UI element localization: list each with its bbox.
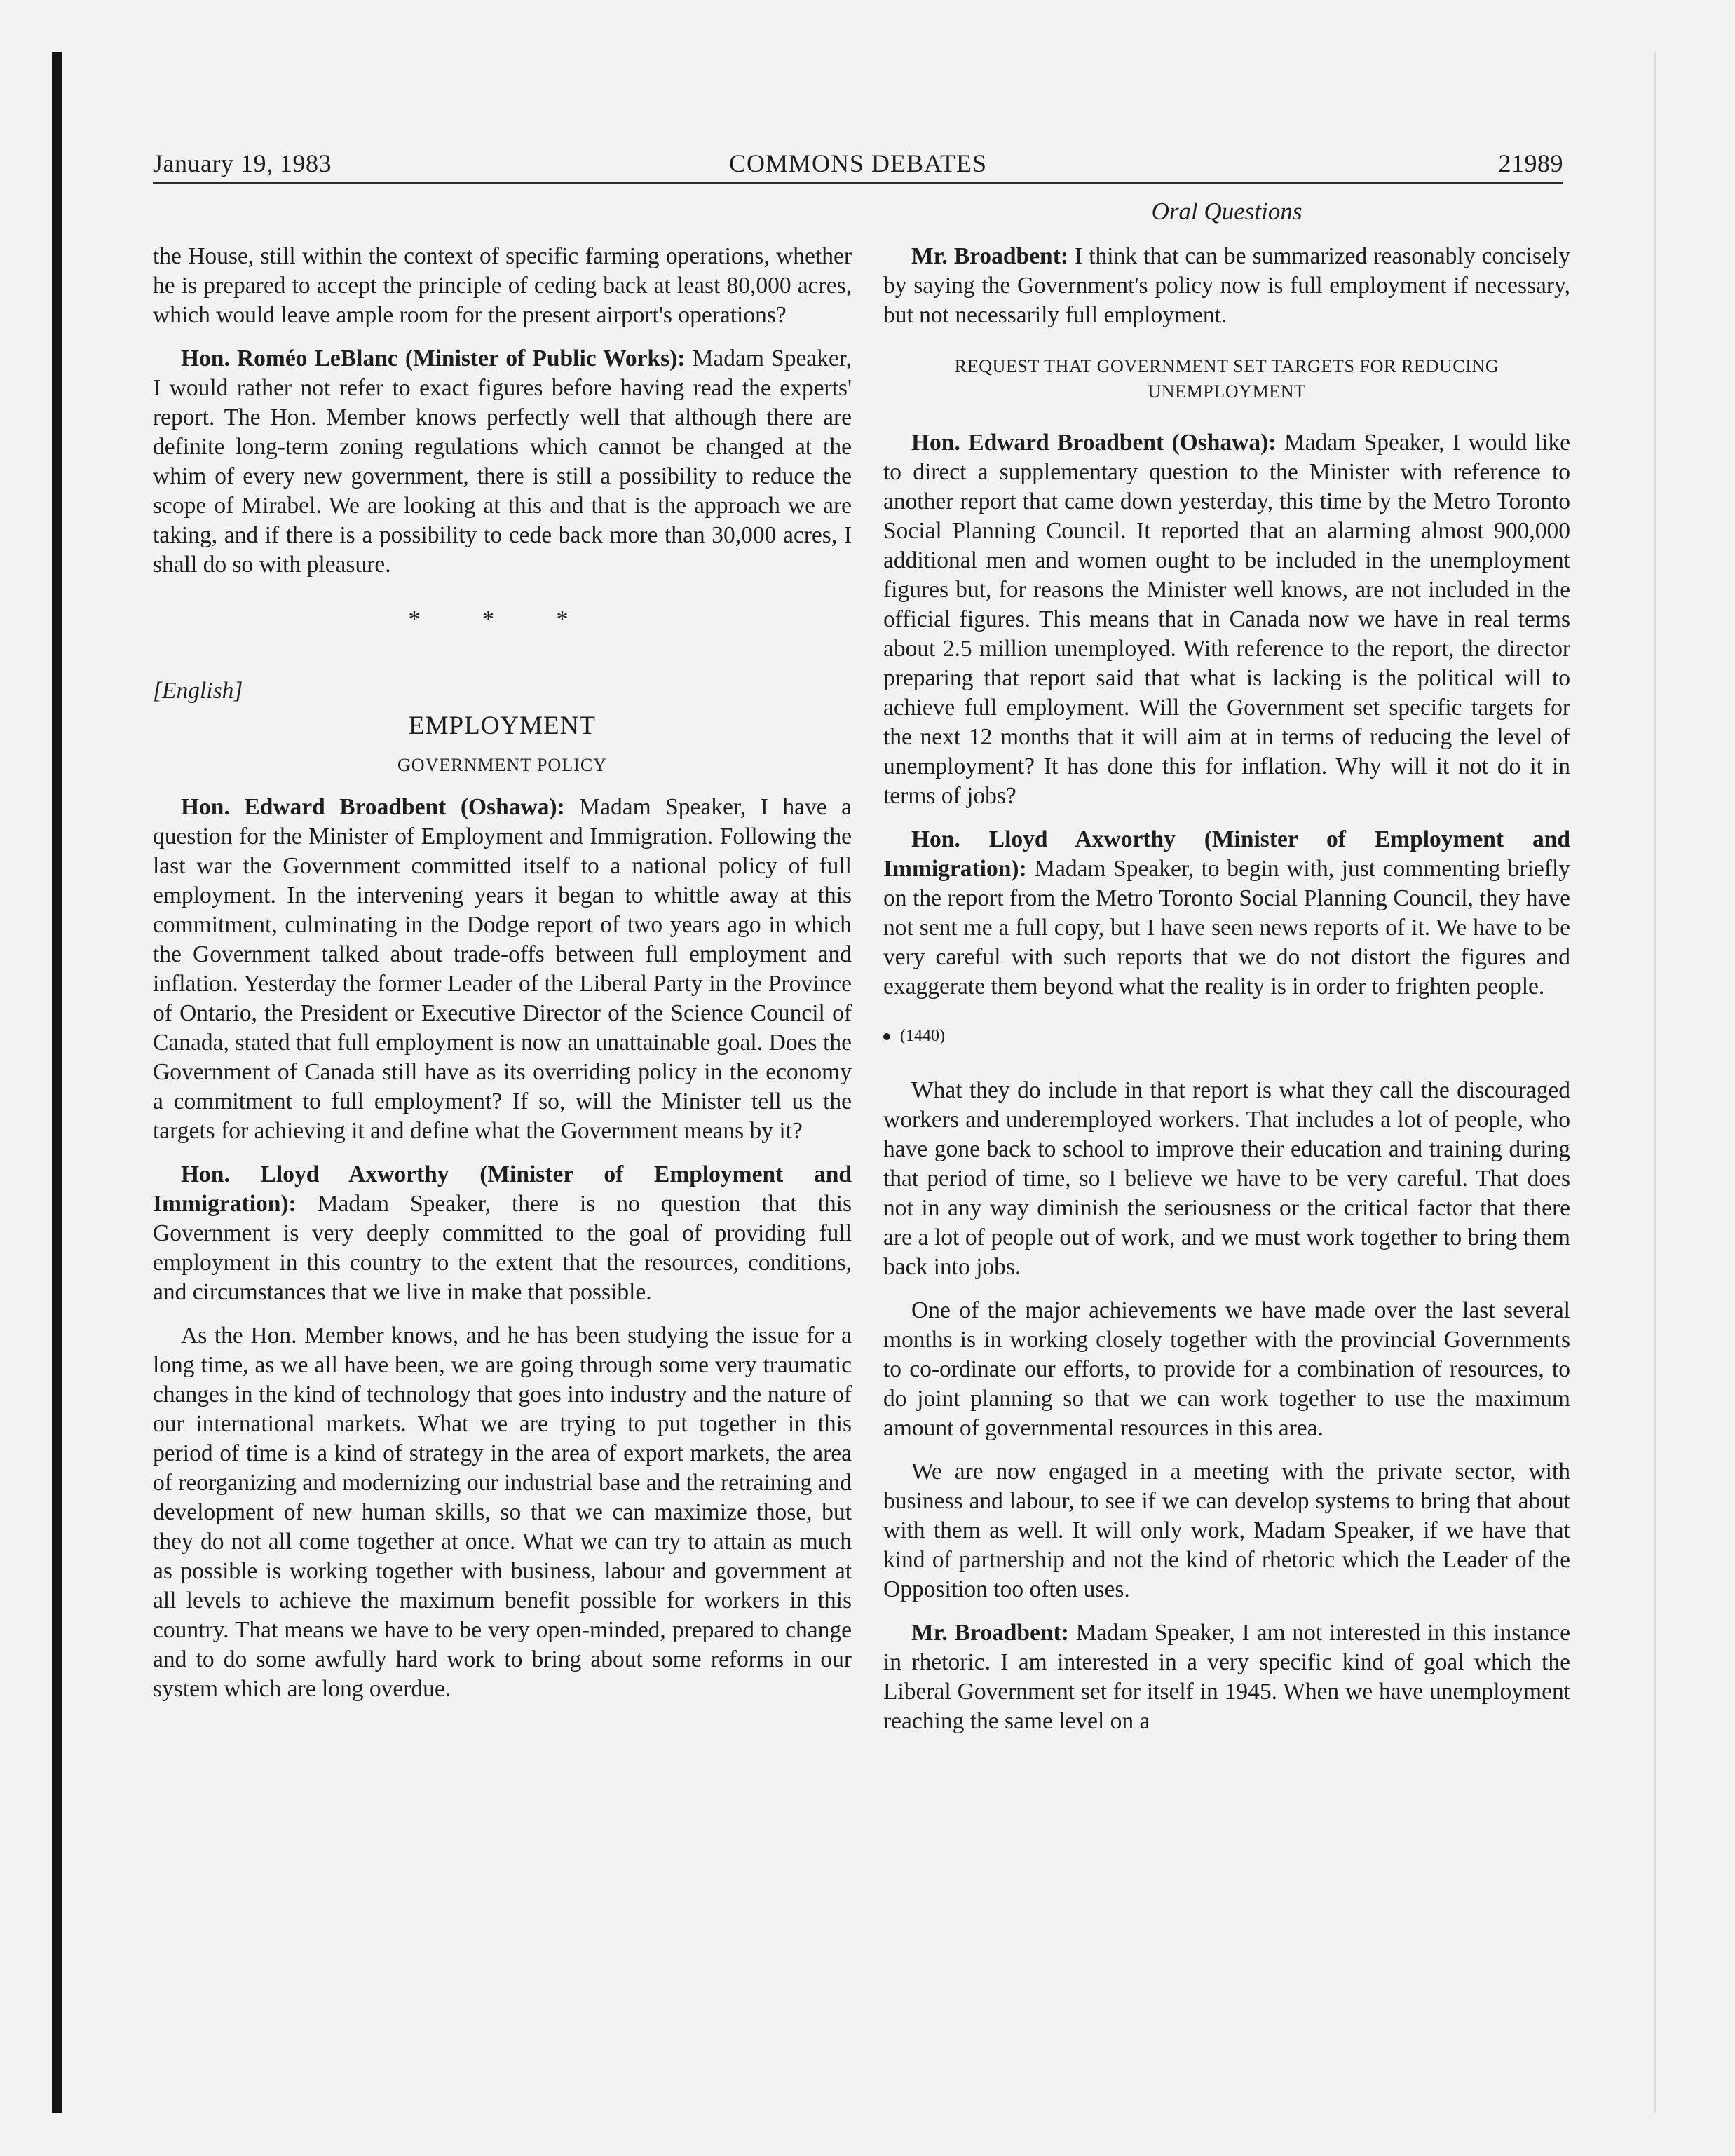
paragraph (153, 344, 852, 580)
speech-text: Madam Speaker, I would like to direct a supplementary question to the Minister with reference to another report that came down yesterday, this time by the Metro Toronto Social Planning Council. It reported that an alarming almost 900,000 additional men and women ought to be included in the unemployment figures but, for reasons the Minister well knows, are not included in the official figures. This means that in Canada now we have in real terms about 2.5 million unemployed. With reference to the report, the director preparing that report said that what is lacking is the political will to achieve full employment. Will the Government set specific targets for the next 12 months that it will aim at in terms of reducing the level of unemployment? It has done this for inflation. Why will it not do it in terms of jobs? (883, 430, 1570, 809)
paragraph (883, 825, 1570, 1002)
page-header (153, 149, 1563, 184)
scan-edge (1654, 52, 1656, 2113)
speaker-name: Hon. Edward Broadbent (Oshawa): (181, 794, 565, 820)
section-separator: * * * (408, 606, 597, 632)
speech-text: Madam Speaker, I have a question for the Minister of Employment and Immigration. Following the last war the Government committed itself to a national policy of full employment. In the intervening years it began to whittle away at this commitment, culminating in the Dodge report of two years ago in which the Government talked about trade-offs between full employment and inflation. Yesterday the former Leader of the Liberal Party in the Province of Ontario, the President or Executive Director of the Science Council of Canada, stated that full employment is now an unattainable goal. Does the Government of Canada still have as its overriding policy in the economy a commitment to full employment? If so, will the Minister tell us the targets for achieving it and define what the Government means by it? (153, 794, 852, 1144)
header-title: COMMONS DEBATES (728, 149, 988, 177)
speaker-name: Hon. Roméo LeBlanc (Minister of Public Works): (181, 346, 686, 371)
paragraph: One of the major achievements we have made over the last several months is in working closely together with the provincial Governments to co-ordinate our efforts, to provide for a combination of resources, to do joint planning so that we can work together to use the maximum amount of governmental resources in this area. (883, 1297, 1570, 1441)
right-column (883, 242, 1570, 1736)
time-marker (883, 1021, 1570, 1051)
speech-text: Madam Speaker, to begin with, just commenting briefly on the report from the Metro Toronto Social Planning Council, they have not sent me a full copy, but I have seen news reports of it. We have to be very careful with such reports that we do not distort the figures and exaggerate them beyond what the reality is in order to frighten people. (883, 856, 1570, 999)
paragraph (153, 793, 852, 1146)
speaker-name: Hon. Edward Broadbent (Oshawa): (911, 430, 1277, 456)
language-tag: [English] (153, 678, 243, 704)
section-subtitle: GOVERNMENT POLICY (397, 755, 607, 775)
speech-text: Madam Speaker, I am not interested in this instance in rhetoric. I am interested in a very specific kind of goal which the Liberal Government set for itself in 1945. When we have unemployment reaching the same level on a (883, 1620, 1570, 1734)
speaker-name: Hon. Lloyd Axworthy (Minister of Employment and Immigration): (883, 826, 1570, 882)
paragraph (153, 1160, 852, 1307)
paragraph: We are now engaged in a meeting with the private sector, with business and labour, to see if we can develop systems to bring that about with them as well. It will only work, Madam Speaker, if we have that kind of partnership and not the kind of rhetoric which the Leader of the Opposition too often uses. (883, 1459, 1570, 1602)
speaker-name: Hon. Lloyd Axworthy (Minister of Employment and Immigration): (153, 1161, 852, 1217)
page-number: 21989 (1498, 149, 1563, 177)
speaker-name: Mr. Broadbent: (911, 243, 1069, 269)
time-marker-text: (1440) (900, 1027, 945, 1045)
paragraph (883, 242, 1570, 330)
section-title: EMPLOYMENT (409, 711, 596, 740)
subsection-title: REQUEST THAT GOVERNMENT SET TARGETS FOR REDUCING UNEMPLOYMENT (954, 356, 1499, 402)
bullet-icon (883, 1033, 890, 1040)
speech-text: Madam Speaker, I would rather not refer to exact figures before having read the experts' report. The Hon. Member knows perfectly well that although there are definite long-term zoning regulations which cannot be changed at the whim of every new government, there is still a possibility to reduce the scope of Mirabel. We are looking at this and that is the approach we are taking, and if there is a possibility to cede back more than 30,000 acres, I shall do so with pleasure. (153, 346, 852, 578)
paragraph: the House, still within the context of specific farming operations, whether he is prepared to accept the principle of ceding back at least 80,000 acres, which would leave ample room for the present airport's operations? (153, 243, 852, 328)
speech-text: I think that can be summarized reasonably concisely by saying the Government's policy now is full employment if necessary, but not necessarily full employment. (883, 243, 1570, 328)
paragraph (883, 428, 1570, 811)
running-head: Oral Questions (1151, 198, 1302, 225)
paragraph (883, 1618, 1570, 1736)
speech-text: Madam Speaker, there is no question that this Government is very deeply committed to the goal of providing full employment in this country to the extent that the resources, conditions, and circumstances that we live in make that possible. (153, 1191, 852, 1305)
paragraph: As the Hon. Member knows, and he has been studying the issue for a long time, as we all have been, we are going through some very traumatic changes in the kind of technology that goes into industry and the nature of our international markets. What we are trying to put together in this period of time is a kind of strategy in the area of export markets, the area of reorganizing and modernizing our industrial base and the retraining and development of new human skills, so that we can maximize those, but they do not all come together at once. What we can try to attain as much as possible is working together with business, labour and government at all levels to achieve the maximum benefit possible for workers in this country. That means we have to be very open-minded, prepared to change and to do some awfully hard work to bring about some reforms in our system which are long overdue. (153, 1323, 852, 1702)
header-date: January 19, 1983 (153, 149, 332, 177)
speaker-name: Mr. Broadbent: (911, 1620, 1069, 1646)
left-column (153, 242, 852, 1704)
paragraph: What they do include in that report is what they call the discouraged workers and underemployed workers. That includes a lot of people, who have gone back to school to improve their education and training during that period of time, so I believe we have to be very careful. That does not in any way diminish the seriousness or the critical factor that there are a lot of people out of work, and we must work together to bring them back into jobs. (883, 1077, 1570, 1280)
scan-border (52, 52, 62, 2113)
